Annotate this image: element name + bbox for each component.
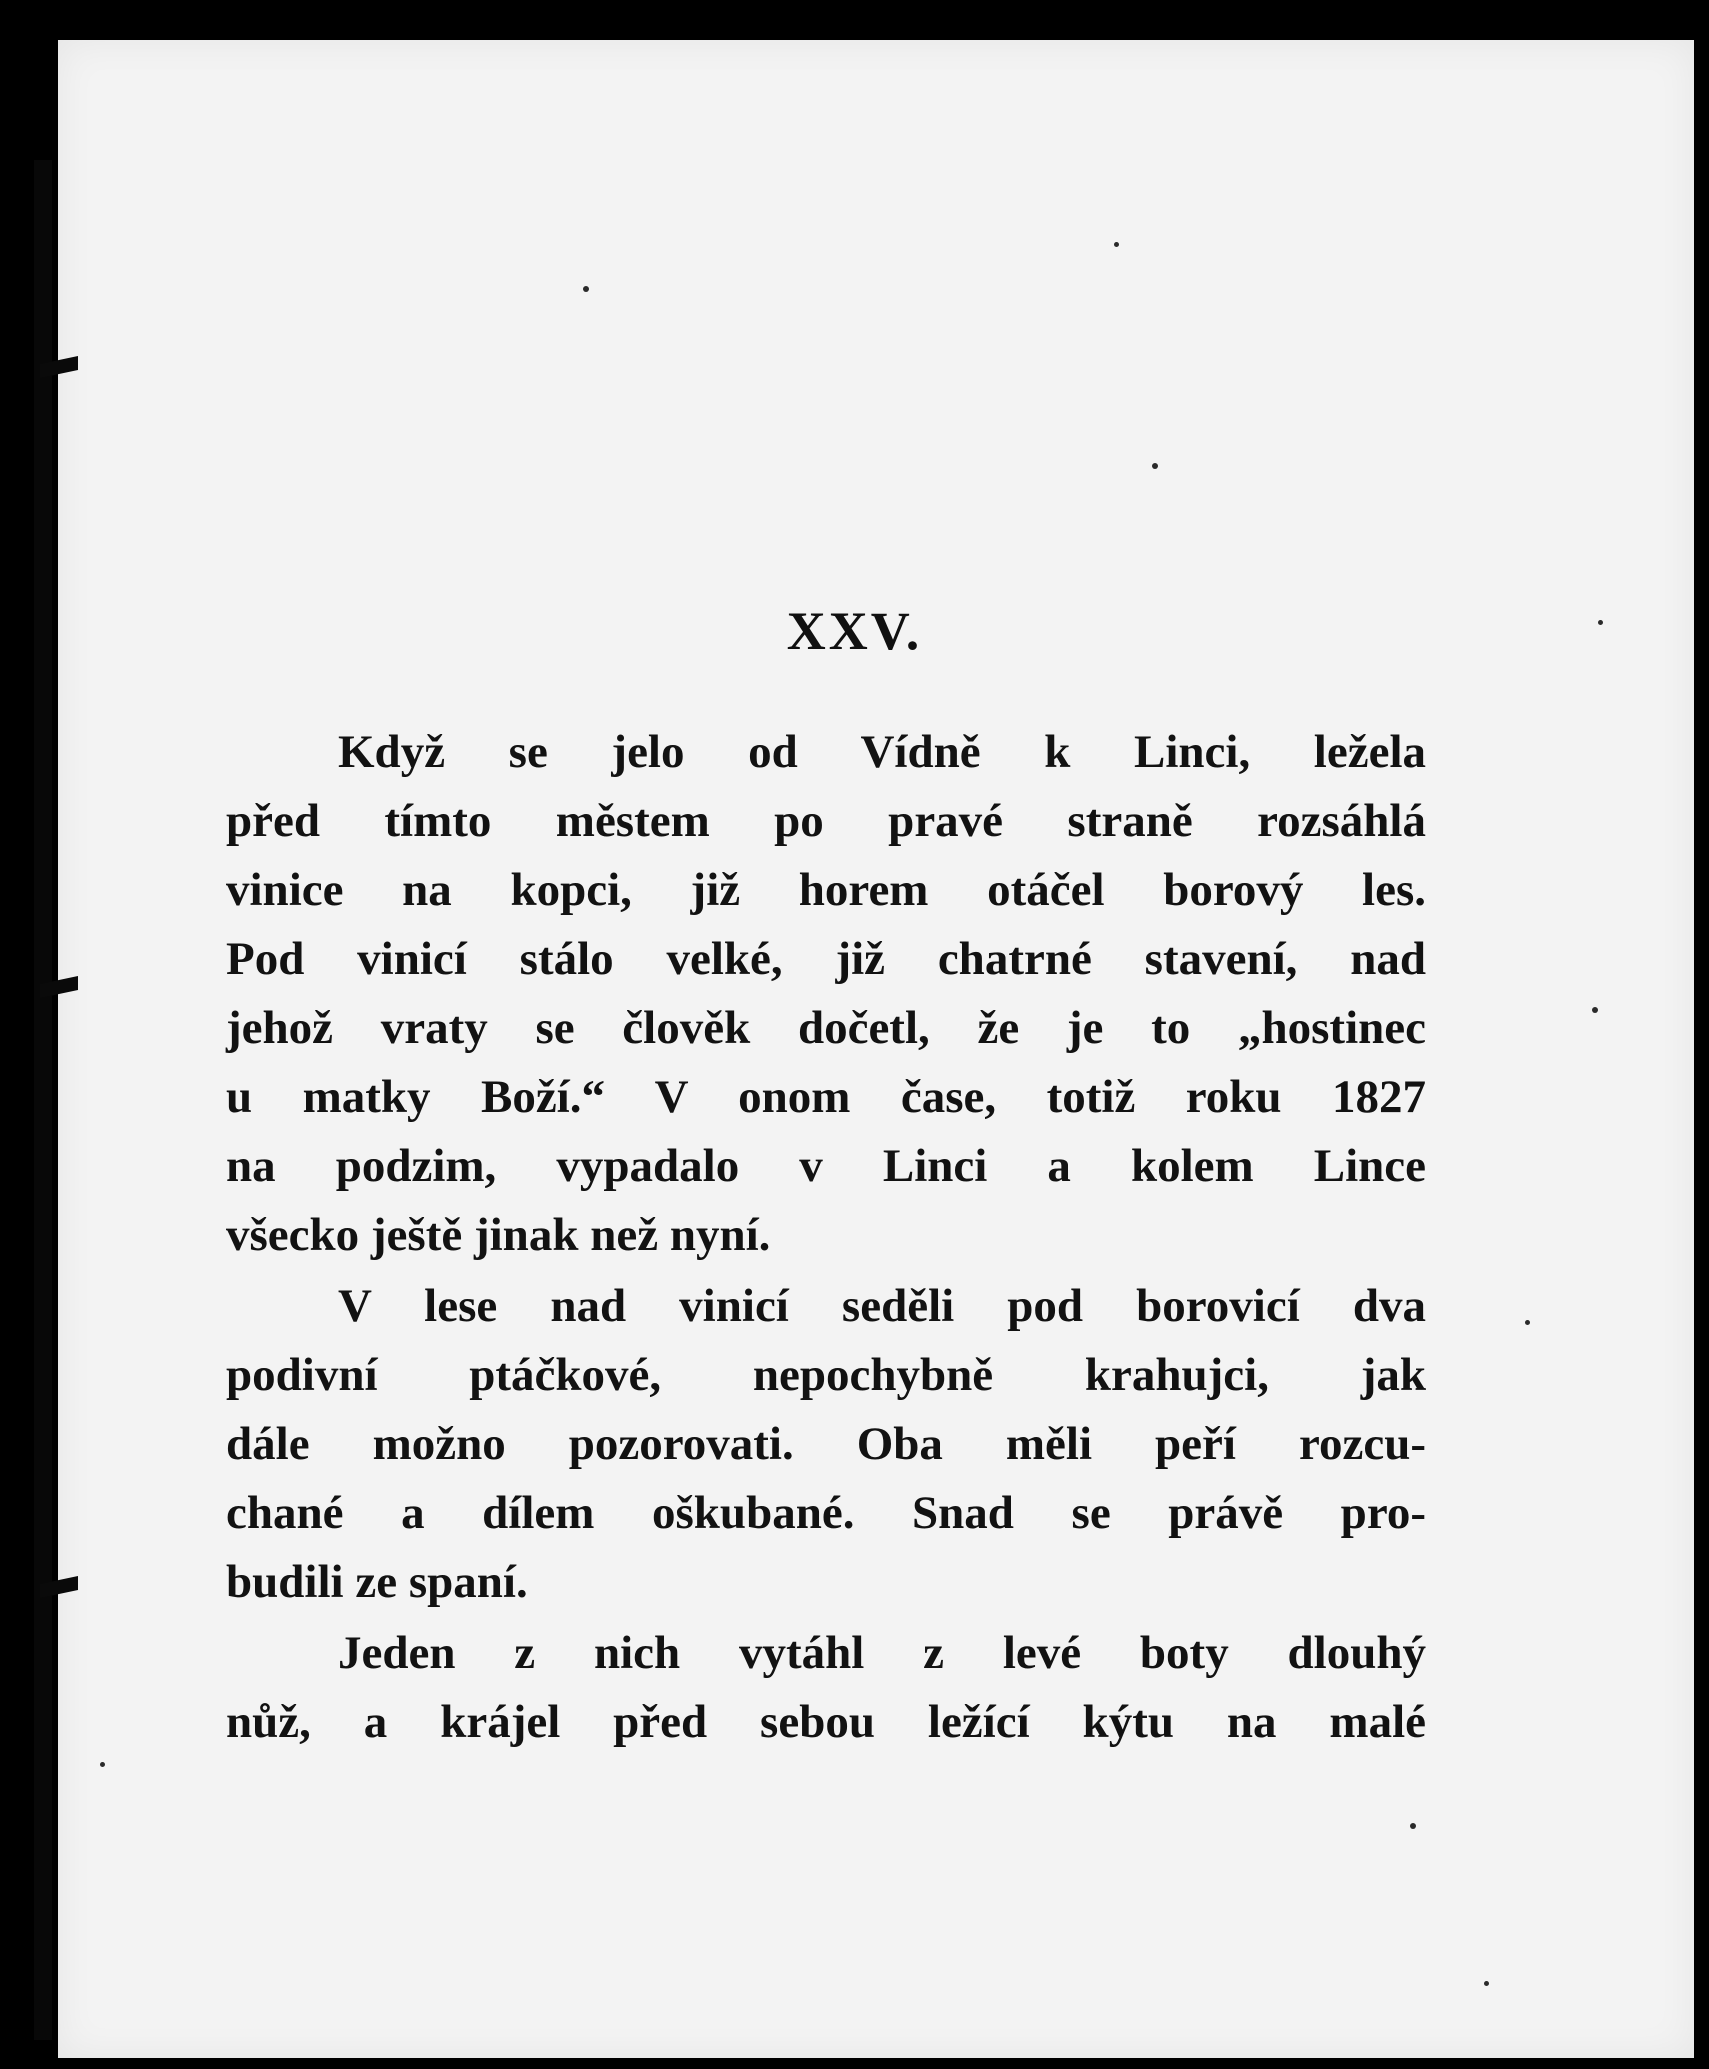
text-line: před tímto městem po pravé straně rozsáhlá xyxy=(226,795,1426,847)
print-speck xyxy=(1592,1007,1598,1013)
text-line: Pod vinicí stálo velké, již chatrné stavení, nad xyxy=(226,933,1426,985)
book-binding-edge xyxy=(34,160,52,2040)
chapter-body xyxy=(226,718,1426,1759)
text-line: nůž, a krájel před sebou ležící kýtu na malé xyxy=(226,1696,1426,1748)
text-line: u matky Boží.“ V onom čase, totiž roku 1827 xyxy=(226,1071,1426,1123)
text-line: vinice na kopci, již horem otáčel borový les. xyxy=(226,864,1426,916)
paragraph xyxy=(226,1619,1426,1757)
text-line: V lese nad vinicí seděli pod borovicí dva xyxy=(338,1280,1426,1332)
chapter-heading: XXV. xyxy=(786,601,923,661)
paragraph xyxy=(226,718,1426,1270)
print-speck xyxy=(100,1762,105,1767)
text-line: budili ze spaní. xyxy=(226,1556,528,1608)
print-speck xyxy=(1152,463,1158,469)
text-line: Když se jelo od Vídně k Linci, ležela xyxy=(338,726,1426,778)
print-speck xyxy=(1525,1320,1530,1325)
print-speck xyxy=(583,286,589,292)
text-line: podivní ptáčkové, nepochybně krahujci, jak xyxy=(226,1349,1426,1401)
text-line: na podzim, vypadalo v Linci a kolem Lince xyxy=(226,1140,1426,1192)
paragraph xyxy=(226,1272,1426,1617)
text-line: chané a dílem oškubané. Snad se právě pro- xyxy=(226,1487,1426,1539)
text-line: Jeden z nich vytáhl z levé boty dlouhý xyxy=(338,1627,1426,1679)
print-speck xyxy=(1484,1981,1489,1986)
print-speck xyxy=(1410,1823,1416,1829)
text-line: dále možno pozorovati. Oba měli peří rozcu- xyxy=(226,1418,1426,1470)
print-speck xyxy=(1114,242,1119,247)
text-line: všecko ještě jinak než nyní. xyxy=(226,1209,771,1261)
text-line: jehož vraty se člověk dočetl, že je to „hostinec xyxy=(226,1002,1426,1054)
